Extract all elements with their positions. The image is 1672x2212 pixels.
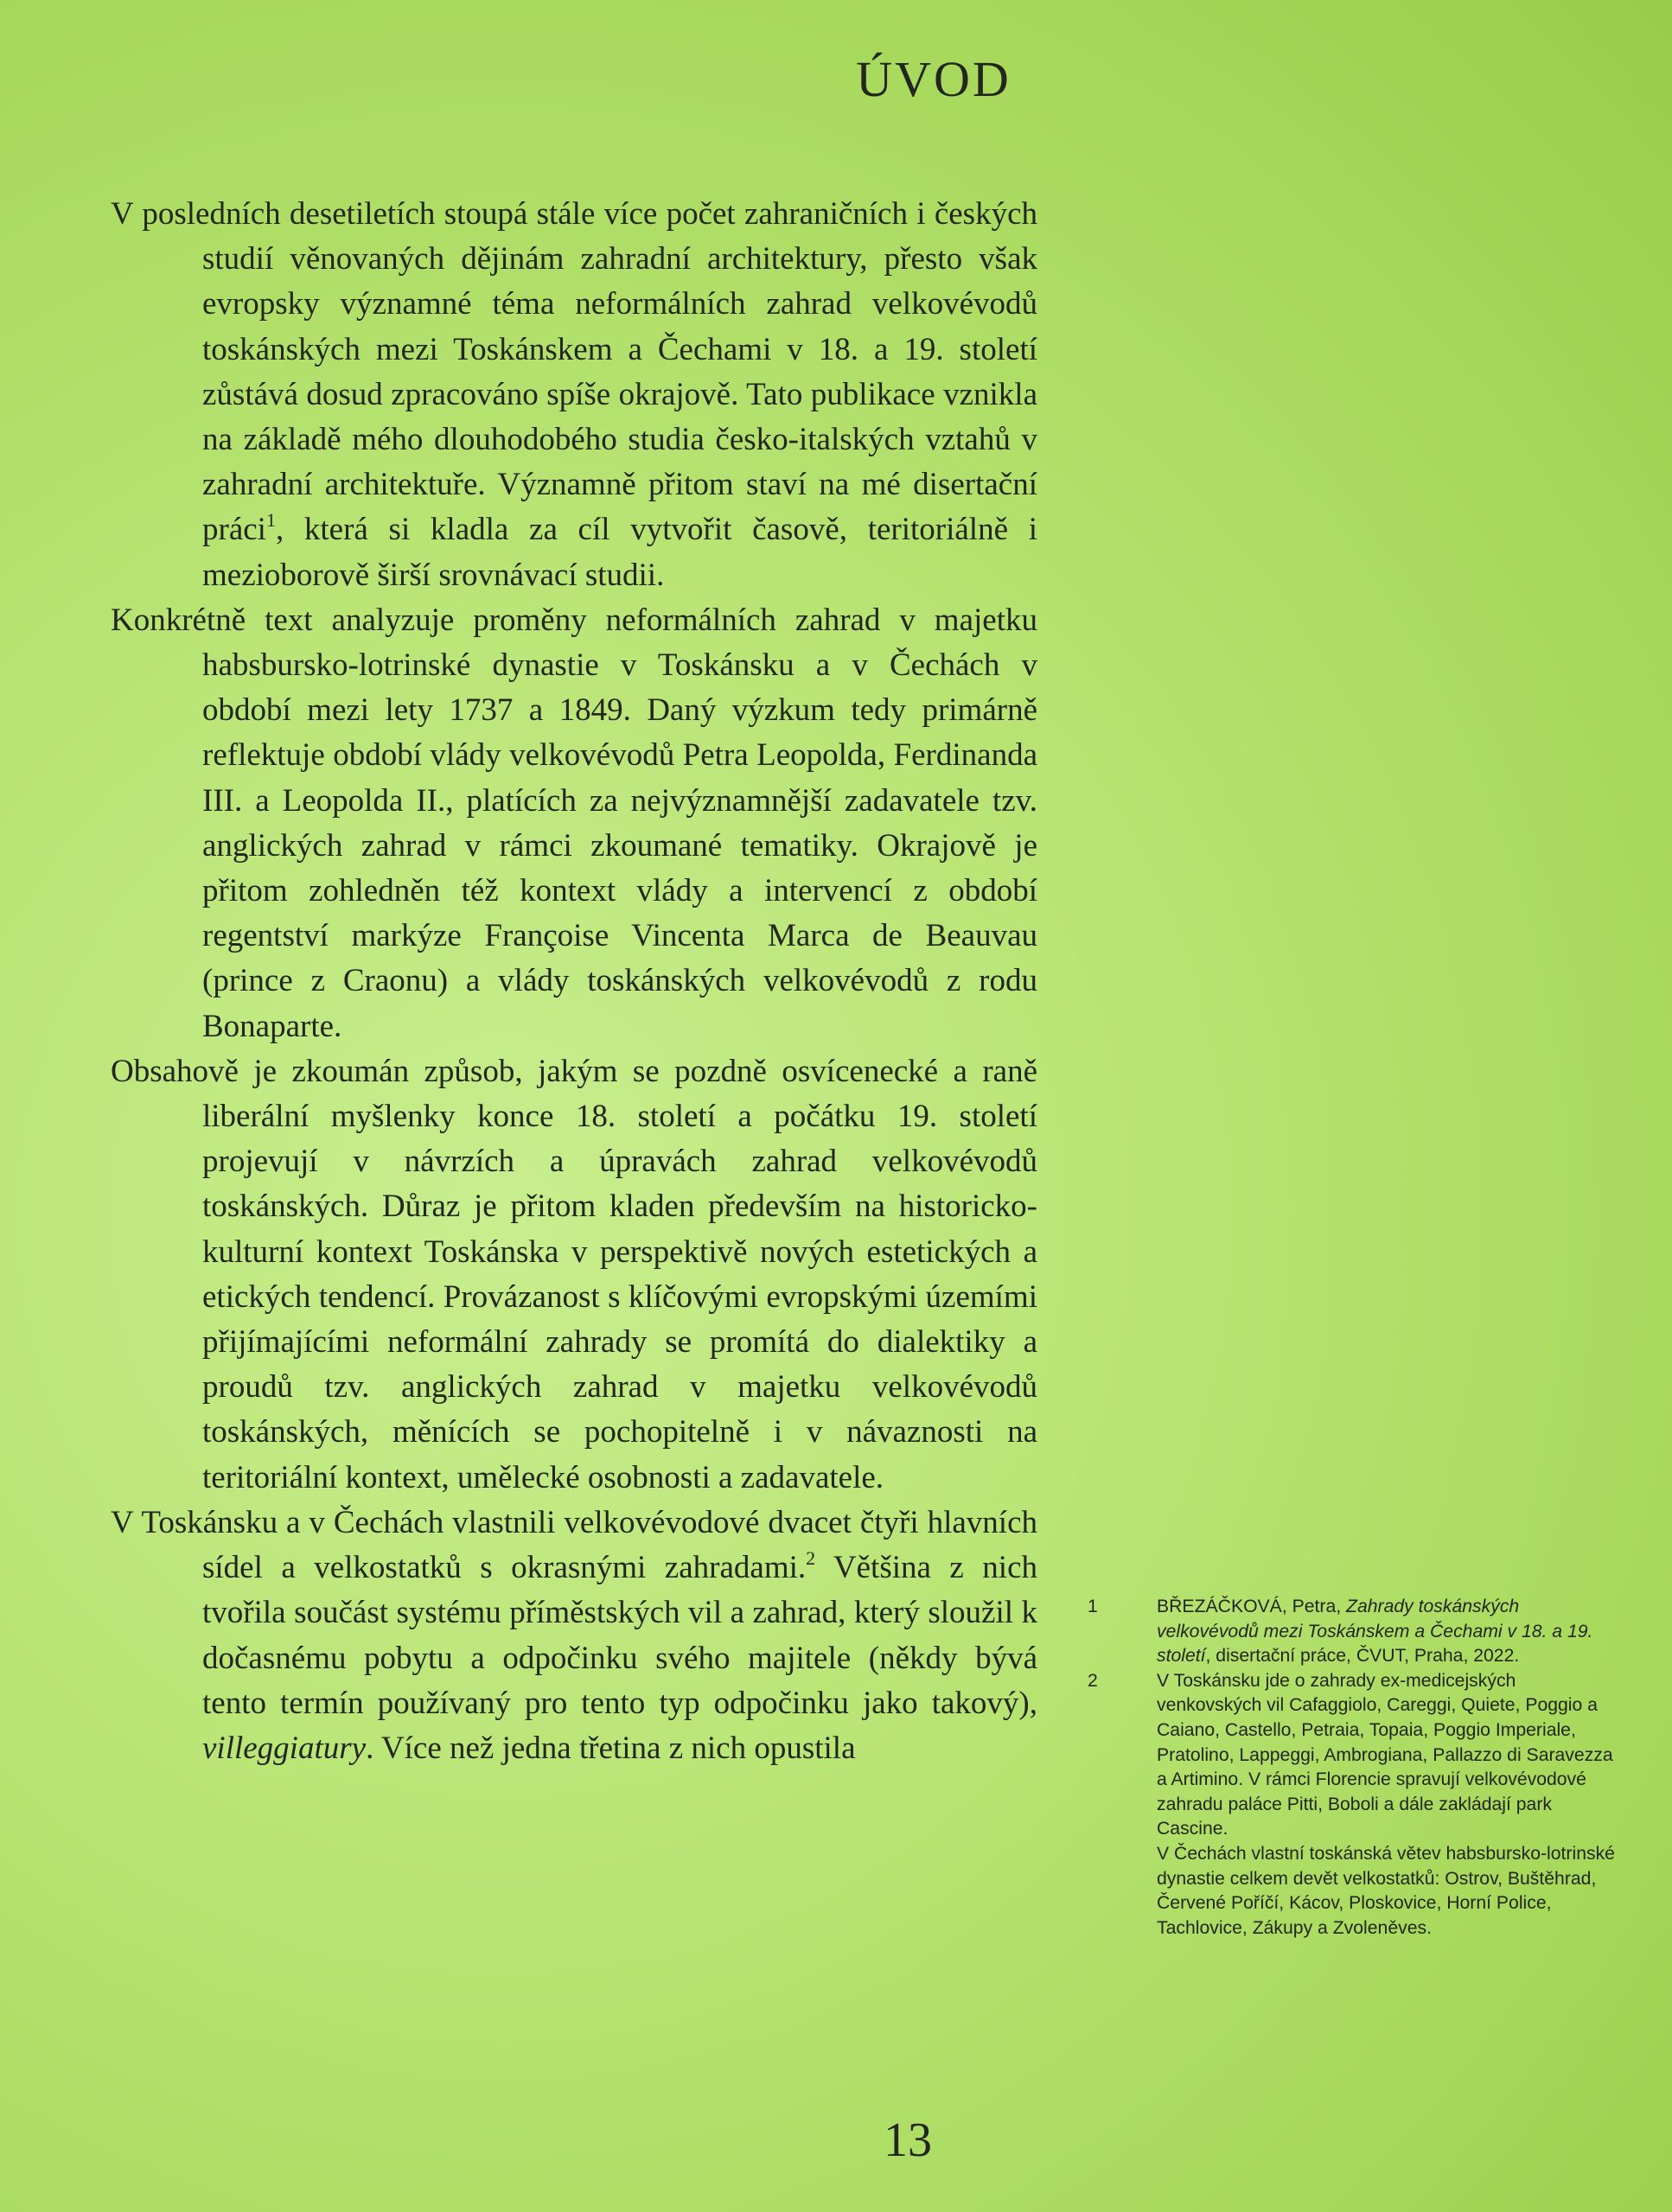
paragraph-text: Obsahově je zkoumán způsob, jakým se pozdně osvícenecké a raně liberální myšlenky konce 18. století a počátku 19. století projevují v návrzích a úpravách zahrad velkovévodů toskánských. Důraz je přitom kladen především na historicko-kulturní kontext Toskánska v perspektivě nových estetických a etických tendencí. Provázanost s klíčovými evropskými územími přijímajícími neformální zahrady se promítá do dialektiky a proudů tzv. anglických zahrad v majetku velkovévodů toskánských, měnících se pochopitelně i v návaznosti na teritoriální kontext, umělecké osobnosti a zadavatele. [111, 1053, 1037, 1495]
chapter-heading: ÚVOD [856, 51, 1011, 107]
footnote-ref-1: 1 [265, 509, 276, 532]
footnote-text: V Toskánsku jde o zahrady ex-medicejských venkovských vil Cafaggiolo, Careggi, Quiete, Poggio a Caiano, Castello, Petraia, Topaia, Poggio Imperiale, Pratolino, Lappeggi, Ambrogiana, Pallazzo di Saravezza a Artimino. V rámci Florencie spravují velkovévodové zahradu paláce Pitti, Boboli a dále zakládají park Cascine. [1157, 1670, 1613, 1839]
paragraph-text: Konkrétně text analyzuje proměny neformálních zahrad v majetku habsbursko-lotrinské dynastie v Toskánsku a v Čechách v období mezi lety 1737 a 1849. Daný výzkum tedy primárně reflektuje období vlády velkovévodů Petra Leopolda, Ferdinanda III. a Leopolda II., platících za nejvýznamnější zadavatele tzv. anglických zahrad v rámci zkoumané tematiky. Okrajově je přitom zohledněn též kontext vlády a intervencí z období regentství markýze Françoise Vincenta Marca de Beauvau (prince z Craonu) a vlády toskánských velkovévodů z rodu Bonaparte. [111, 602, 1037, 1044]
footnote-body [1157, 1669, 1625, 1941]
paragraph-text: Většina z nich tvořila součást systému příměstských vil a zahrad, který sloužil k dočasnému pobytu a odpočinku svého majitele (někdy bývá tento termín používaný pro tento typ odpočinku jako takový), [202, 1550, 1037, 1721]
footnote-text: V Čechách vlastní toskánská větev habsbursko-lotrinské dynastie celkem devět velkostatků: Ostrov, Buštěhrad, Červené Poříčí, Kácov, Ploskovice, Horní Police, Tachlovice, Zákupy a Zvoleněves. [1157, 1843, 1615, 1938]
paragraph-italic: villeggiatury [202, 1730, 367, 1766]
footnote-lead: BŘEZÁČKOVÁ, Petra, [1157, 1597, 1347, 1616]
footnote-1 [1088, 1595, 1625, 1669]
paragraph-text: V Toskánsku a v Čechách vlastnili velkovévodové dvacet čtyři hlavních sídel a velkostatků s okrasnými zahradami. [111, 1504, 1037, 1586]
footnote-number: 1 [1088, 1597, 1098, 1616]
page-number: 13 [884, 2113, 932, 2167]
paragraph-text: , která si kladla za cíl vytvořit časově, teritoriálně i mezioborově širší srovnávací studii. [202, 512, 1037, 593]
footnote-ref-2: 2 [806, 1547, 816, 1570]
paragraph-1 [111, 192, 1037, 598]
footnotes [1088, 1595, 1625, 1941]
footnote-2 [1088, 1669, 1625, 1941]
main-text [111, 192, 1037, 1771]
footnote-rest: , disertační práce, ČVUT, Praha, 2022. [1205, 1646, 1520, 1667]
paragraph-3 [111, 1049, 1037, 1501]
paragraph-4 [111, 1501, 1037, 1771]
paragraph-text: . Více než jedna třetina z nich opustila [366, 1730, 856, 1766]
paragraph-2 [111, 598, 1037, 1049]
footnote-body [1157, 1595, 1625, 1669]
footnote-number: 2 [1088, 1670, 1098, 1691]
paragraph-text: V posledních desetiletích stoupá stále více počet zahraničních i českých studií věnovaných dějinám zahradní architektury, přesto však evropsky významné téma neformálních zahrad velkovévodů toskánských mezi Toskánskem a Čechami v 18. a 19. století zůstává dosud zpracováno spíše okrajově. Tato publikace vznikla na základě mého dlouhodobého studia česko-italských vztahů v zahradní architektuře. Významně přitom staví na mé disertační práci [111, 196, 1037, 548]
footnote-title: Zahrady toskánských velkovévodů mezi Toskánskem a Čechami v 18. a 19. století [1157, 1597, 1593, 1667]
